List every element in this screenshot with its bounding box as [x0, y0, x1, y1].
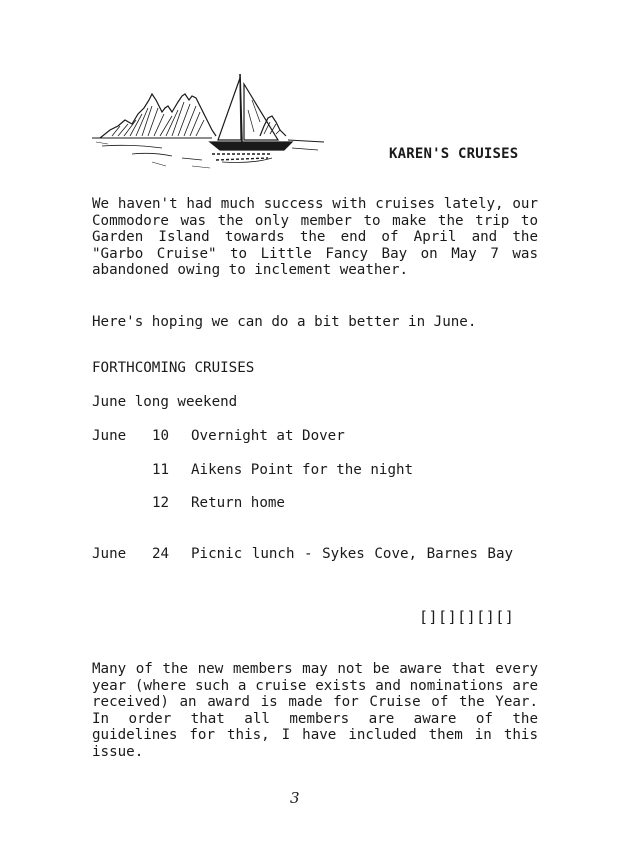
page-title: KAREN'S CRUISES [389, 146, 519, 162]
sailboat-illustration [92, 70, 327, 176]
hope-paragraph: Here's hoping we can do a bit better in June. [92, 314, 477, 330]
page-number: 3 [290, 789, 300, 807]
cruise-day: 12 [152, 495, 170, 511]
cruise-description: Aikens Point for the night [191, 462, 414, 478]
cruise-description: Picnic lunch - Sykes Cove, Barnes Bay [191, 546, 514, 562]
closing-paragraph: Many of the new members may not be aware that every year (where such a cruise exists and nominations are received) an award is made for Cruise of the Year. In order that all members are aware of the guidelines for this, I have included them in this issue. [92, 661, 538, 760]
intro-paragraph: We haven't had much success with cruises lately, our Commodore was the only member to make the trip to Garden Island towards the end of April and the "Garbo Cruise" to Little Fancy Bay on May 7 was abandoned owing to inclement weather. [92, 196, 538, 278]
cruise-day: 10 [152, 428, 170, 444]
cruise-day: 11 [152, 462, 170, 478]
cruise-description: Overnight at Dover [191, 428, 345, 444]
section-separator: [][][][][] [419, 608, 515, 626]
cruise-month: June [92, 428, 127, 444]
cruise-month: June [92, 546, 127, 562]
cruise-description: Return home [191, 495, 285, 511]
section-subheading: June long weekend [92, 394, 238, 410]
cruise-day: 24 [152, 546, 170, 562]
section-heading: FORTHCOMING CRUISES [92, 360, 255, 376]
